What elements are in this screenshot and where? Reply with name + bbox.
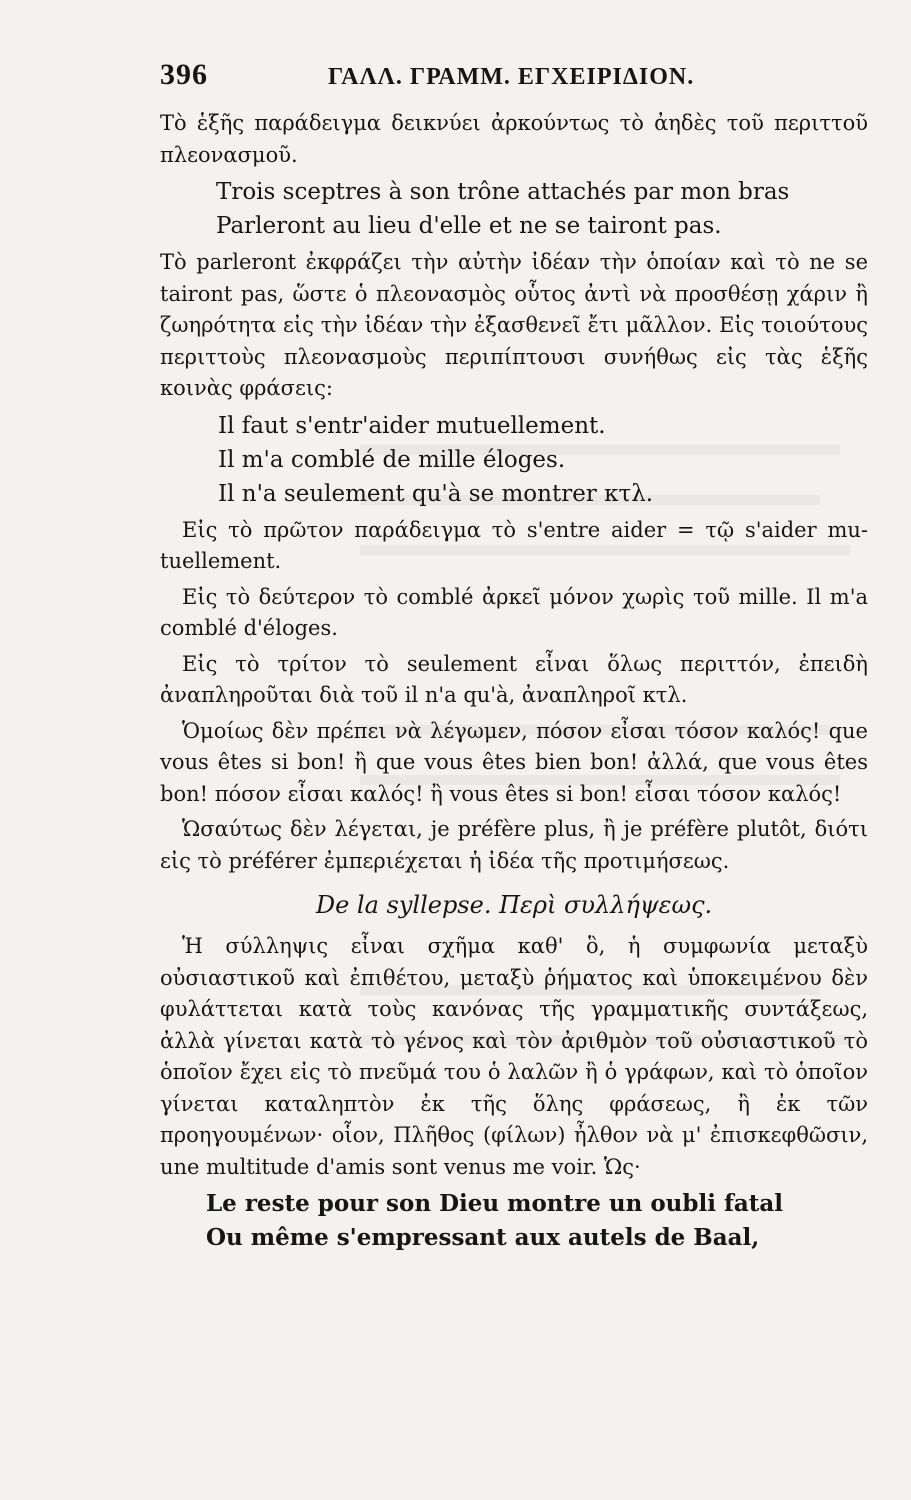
paragraph-prefer: Ὡσαύτως δὲν λέγεται, je préfère plus, ἢ je préfère plutôt, διότι εἰς τὸ préférer ἐμπεριέχεται ἡ ἰδέα τῆς προτιμήσεως. <box>160 817 868 873</box>
verse-quote-1 <box>160 175 868 243</box>
page-number: 396 <box>160 58 208 91</box>
paragraph-third-example: Εἰς τὸ τρίτον τὸ seulement εἶναι ὅλως περιττόν, ἐπειδὴ ἀναπληροῦται διὰ τοῦ il n'a qu'à, ἀναπληροῖ κτλ. <box>160 651 868 707</box>
running-title: ΓΑΛΛ. ΓΡΑΜΜ. ΕΓΧΕΙΡΙΔΙΟΝ. <box>328 64 695 90</box>
verse-line: Trois sceptres à son trône attachés par mon bras <box>216 179 790 205</box>
verse-line: Il n'a seulement qu'à se montrer κτλ. <box>218 480 654 507</box>
verse-line: Ou même s'empressant aux autels de Baal, <box>206 1224 760 1251</box>
paragraph-syllepse-definition: Ἡ σύλληψις εἶναι σχῆμα καθ' ὃ, ἡ συμφωνία μεταξὺ οὐσιαστικοῦ καὶ ἐπιθέτου, μεταξὺ ῥήματος καὶ ὑποκειμένου δὲν φυλάττεται κατὰ τοὺς κανόνας τῆς γραμματικῆς συντάξεως, ἀλλὰ γίνεται κατὰ τὸ γένος καὶ τὸν ἀριθμὸν τοῦ οὐσιαστικοῦ τὸ ὁποῖον ἔχει εἰς τὸ πνεῦμά του ὁ λαλῶν ἢ ὁ γράφων, καὶ τὸ ὁποῖον γίνεται καταληπτὸν ἐκ τῆς ὅλης φράσεως, ἢ ἐκ τῶν προηγουμένων· οἷον, Πλῆθος (φίλων) ἦλθον νὰ μ' ἐπισκεφθῶσιν, une multitude d'amis sont venus me voir. Ὡς· <box>160 934 868 1179</box>
verse-line: Il m'a comblé de mille éloges. <box>218 446 566 473</box>
verse-line: Le reste pour son Dieu montre un oubli fatal <box>206 1190 784 1217</box>
paragraph-first-example: Εἰς τὸ πρῶτον παράδειγμα τὸ s'entre aider = τῷ s'aider mutuellement. <box>160 517 868 573</box>
paragraph-second-example: Εἰς τὸ δεύτερον τὸ comblé ἀρκεῖ μόνον χωρὶς τοῦ mille. Il m'a comblé d'éloges. <box>160 584 868 640</box>
page-header <box>160 58 860 98</box>
section-heading-syllepse: De la syllepse. Περὶ συλλήψεως. <box>315 891 713 919</box>
verse-line: Il faut s'entr'aider mutuellement. <box>218 412 606 439</box>
paragraph-example-intro: Τὸ ἑξῆς παράδειγμα δεικνύει ἀρκούντως τὸ ἀηδὲς τοῦ περιττοῦ πλεονασμοῦ. <box>160 111 868 167</box>
page-body <box>160 108 868 1259</box>
paragraph-similarly: Ὁμοίως δὲν πρέπει νὰ λέγωμεν, πόσον εἶσαι τόσον καλός! que vous êtes si bon! ἢ que vous êtes bien bon! ἀλλά, que vous êtes bon! πόσον εἶσαι καλός! ἢ vous êtes si bon! εἶσαι τόσον καλός! <box>160 718 868 806</box>
verse-quote-3 <box>160 1187 868 1255</box>
verse-quote-2 <box>160 409 868 511</box>
paragraph-pleonasm-explanation: Τὸ parleront ἐκφράζει τὴν αὐτὴν ἰδέαν τὴν ὁποίαν καὶ τὸ ne se tairont pas, ὥστε ὁ πλεονασμὸς οὗτος ἀντὶ νὰ προσθέσῃ χάριν ἢ ζωηρότητα εἰς τὴν ἰδέαν τὴν ἐξασθενεῖ ἔτι μᾶλλον. Εἰς τοιούτους περιττοὺς πλεονασμοὺς περιπίπτουσι συνήθως εἰς τὰς ἑξῆς κοινὰς φράσεις: <box>160 250 868 400</box>
verse-line: Parleront au lieu d'elle et ne se tairont pas. <box>216 213 722 239</box>
